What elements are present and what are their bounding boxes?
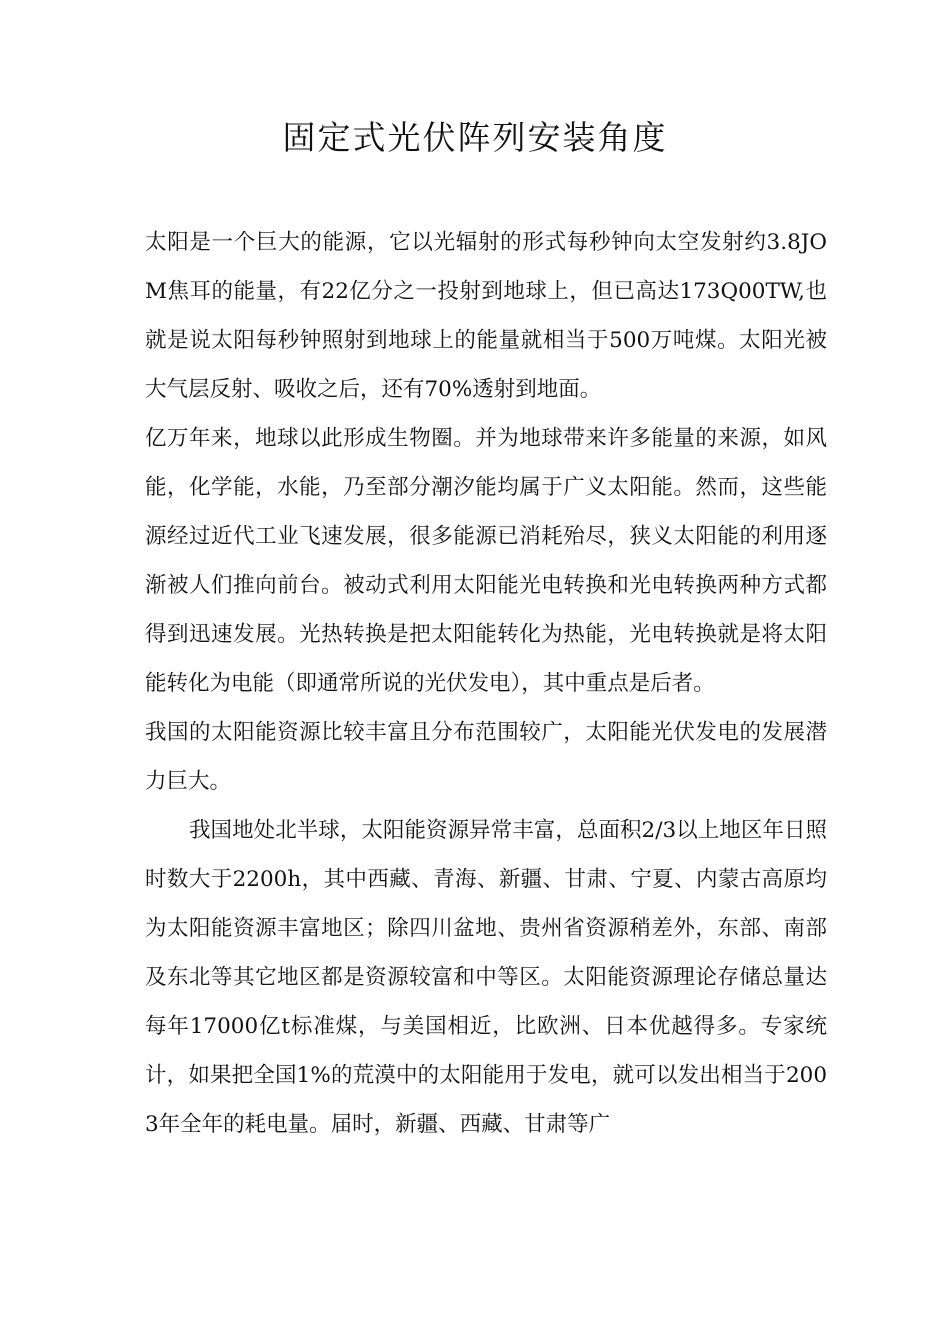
paragraph-china-resources: 我国地处北半球，太阳能资源异常丰富，总面积2/3以上地区年日照时数大于2200h，其中西藏、青海、新疆、甘肃、宁夏、内蒙古高原均为太阳能资源丰富地区；除四川盆地、贵州省资源稍差外，东部、南部及东北等其它地区都是资源较富和中等区。太阳能资源理论存储总量达每年17000亿t标准煤，与美国相近，比欧洲、日本优越得多。专家统计，如果把全国1%的荒漠中的太阳能用于发电，就可以发出相当于2003年全年的耗电量。届时，新疆、西藏、甘肃等广	[145, 818, 827, 1137]
document-title: 固定式光伏阵列安装角度	[282, 118, 668, 157]
document-body	[145, 218, 827, 1149]
paragraph-china-potential: 我国的太阳能资源比较丰富且分布范围较广，太阳能光伏发电的发展潜力巨大。	[145, 720, 827, 794]
paragraph-solar-energy-intro: 太阳是一个巨大的能源，它以光辐射的形式每秒钟向太空发射约3.8JOM焦耳的能量，有22亿分之一投射到地球上，但已高达173Q00TW,也就是说太阳每秒钟照射到地球上的能量就相当于500万吨煤。太阳光被大气层反射、吸收之后，还有70%透射到地面。	[145, 230, 827, 402]
paragraph-energy-history: 亿万年来，地球以此形成生物圈。并为地球带来许多能量的来源，如风能，化学能，水能，乃至部分潮汐能均属于广义太阳能。然而，这些能源经过近代工业飞速发展，很多能源已消耗殆尽，狭义太阳能的利用逐渐被人们推向前台。被动式利用太阳能光电转换和光电转换两种方式都得到迅速发展。光热转换是把太阳能转化为热能，光电转换就是将太阳能转化为电能（即通常所说的光伏发电），其中重点是后者。	[145, 426, 827, 696]
